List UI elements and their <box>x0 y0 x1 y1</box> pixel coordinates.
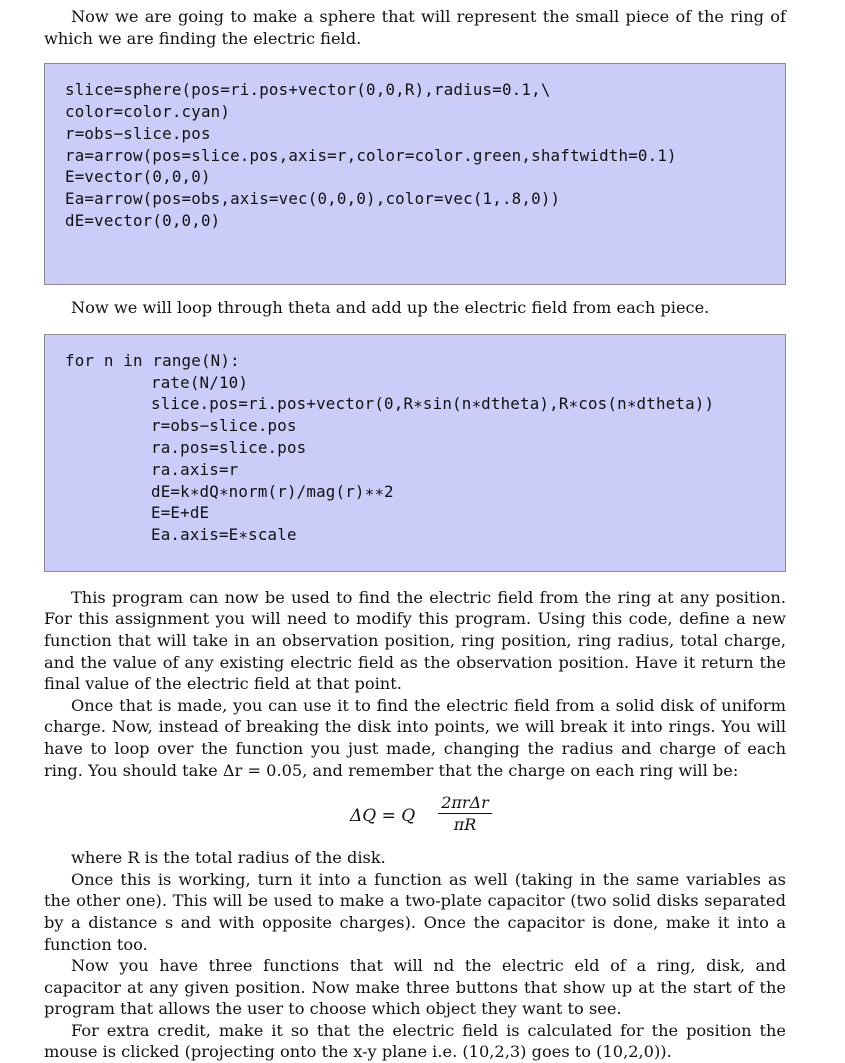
code-line: dE=vector(0,0,0) <box>65 210 221 230</box>
document-page <box>44 6 786 1063</box>
code-line: dE=k∗dQ∗norm(r)/mag(r)∗∗2 <box>151 481 394 501</box>
code-line: color=color.cyan) <box>65 101 231 121</box>
code-line: ra.pos=slice.pos <box>151 437 307 457</box>
code-line: ra.axis=r <box>151 459 239 479</box>
code-line: slice.pos=ri.pos+vector(0,R∗sin(n∗dtheta),R∗cos(n∗dtheta)) <box>151 394 715 414</box>
code-line: Ea.axis=E∗scale <box>151 525 297 545</box>
paragraph-ring-function: This program can now be used to find the electric field from the ring at any position. For this assignment you will need to modify this program. Using this code, define a new function that will take in an observation position, ring position, ring radius, total charge, and the value of any existing electric field as the observation position. Have it return the final value of the electric field at that point. <box>44 587 786 694</box>
paragraph-radius-note: where R is the total radius of the disk. <box>71 848 386 868</box>
code-line: Ea=arrow(pos=obs,axis=vec(0,0,0),color=vec(1,.8,0)) <box>65 189 561 209</box>
intro-paragraph: Now we are going to make a sphere that will represent the small piece of the ring of which we are finding the electric field. <box>44 7 786 48</box>
paragraph-extra-credit: For extra credit, make it so that the electric field is calculated for the position the mouse is clicked (projecting onto the x-y plane i.e. (10,2,3) goes to (10,2,0)). <box>44 1020 786 1062</box>
code-block-sphere-setup <box>44 63 786 285</box>
paragraph-disk: Once that is made, you can use it to find the electric field from a solid disk of uniform charge. Now, instead of breaking the disk into points, we will break it into rings. You will have to loop over the function you just made, changing the radius and charge of each ring. You should take Δr = 0.05, and remember that the charge on each ring will be: <box>44 695 786 780</box>
code-line: r=obs−slice.pos <box>151 416 297 436</box>
code-block-theta-loop <box>44 334 786 572</box>
equation-lhs: ΔQ = Q <box>350 806 416 827</box>
charge-equation <box>44 793 786 839</box>
loop-paragraph: Now we will loop through theta and add up the electric field from each piece. <box>71 298 710 318</box>
paragraph-buttons: Now you have three functions that will nd the electric eld of a ring, disk, and capacitor at any given position. Now make three buttons that show up at the start of the program that allows the user to choose which object they want to see. <box>44 956 786 1019</box>
equation-denominator: πR <box>453 815 477 835</box>
code-line: E=vector(0,0,0) <box>65 167 211 187</box>
equation-numerator: 2πrΔr <box>438 793 492 814</box>
paragraph-capacitor: Once this is working, turn it into a function as well (taking in the same variables as the other one). This will be used to make a two-plate capacitor (two solid disks separated by a distance s and with opposite charges). Once the capacitor is done, make it into a function too. <box>44 869 786 954</box>
code-line: rate(N/10) <box>151 372 249 392</box>
code-line: r=obs−slice.pos <box>65 123 211 143</box>
code-line-loop-header: for n in range(N): <box>65 350 240 370</box>
equation-fraction <box>438 793 492 834</box>
code-line: slice=sphere(pos=ri.pos+vector(0,0,R),radius=0.1,\ <box>65 80 551 100</box>
code-line: ra=arrow(pos=slice.pos,axis=r,color=color.green,shaftwidth=0.1) <box>65 145 677 165</box>
code-line: E=E+dE <box>151 503 210 523</box>
